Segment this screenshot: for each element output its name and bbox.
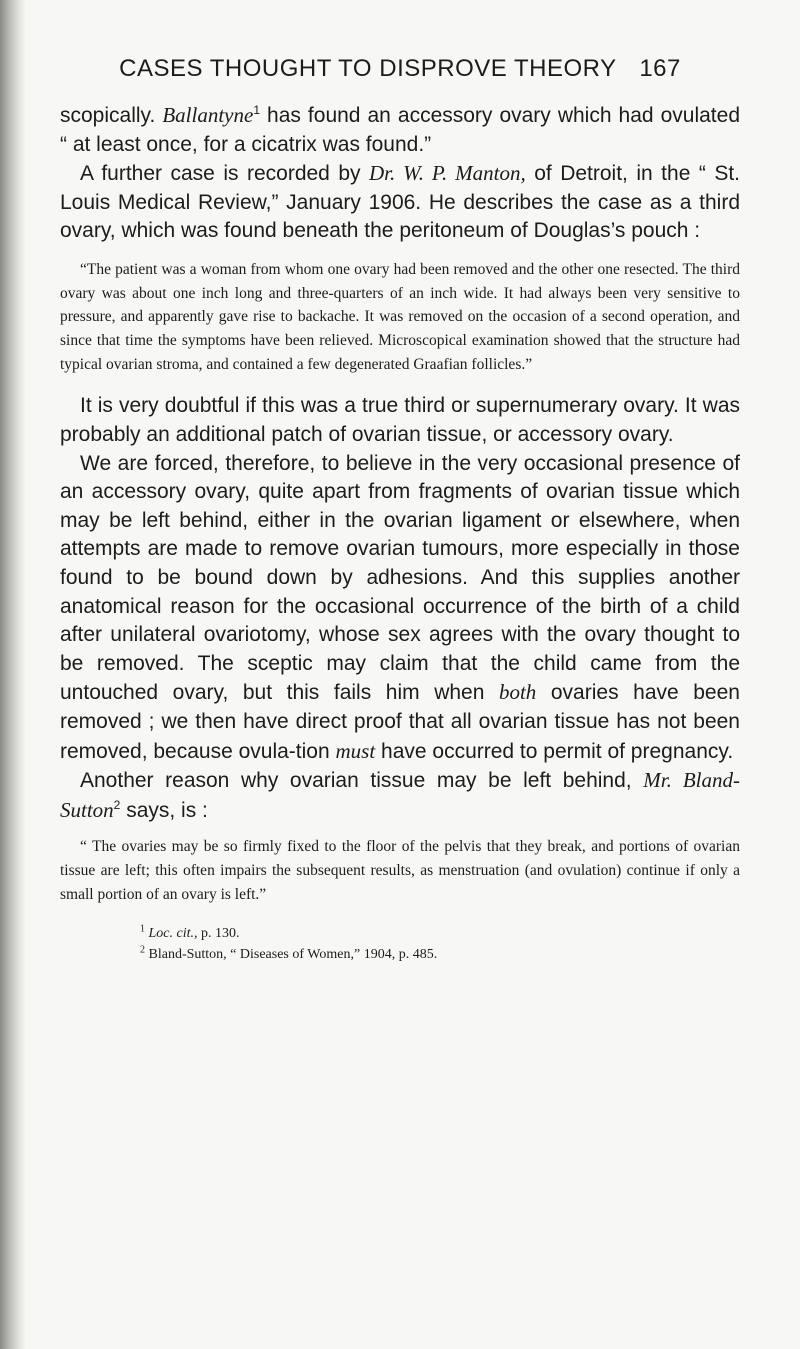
author-manton: Dr. W. P. Manton, <box>369 161 526 186</box>
book-page <box>60 55 740 965</box>
footnote-2: $^2$ Bland-Sutton, “ Diseases of Women,” 1904, p. 485. <box>140 943 438 962</box>
block-quote-manton: “The patient was a woman from whom one ovary had been removed and the other one resected. The third ovary was about one inch long and three-quarters of an inch wide. It had always been very sensitive to pressure, and apparently gave rise to backache. It was removed on the occasion of a second operation, and since that time the symptoms have been relieved. Microscopical examination showed that the structure had typical ovarian stroma, and contained a few degenerated Graafian follicles.” <box>60 260 740 373</box>
paragraph-continuation: scopically. Ballantyne$^1$ has found an accessory ovary which had ovulated “ at least once, for a cicatrix was found.” <box>60 103 740 156</box>
block-quote-bland-sutton: “ The ovaries may be so firmly fixed to the floor of the pelvis that they break, and portions of ovarian tissue are left; this often impairs the subsequent results, as menstruation (and ovulation) continue if only a small portion of an ovary is left.” <box>60 838 740 903</box>
emphasis-both: both <box>498 680 537 705</box>
footnote-ref-1: 1 <box>253 103 261 117</box>
author-bland-sutton: Mr. Bland-Sutton <box>60 768 740 822</box>
paragraph-another-reason: Another reason why ovarian tissue may be left behind, Mr. Bland-Sutton$^2$ says, is : <box>60 768 740 822</box>
page-number: 167 <box>639 55 681 82</box>
author-ballantyne: Ballantyne <box>162 103 254 127</box>
running-header <box>60 55 740 83</box>
footnote-1: $^1$ Loc. cit., p. 130. <box>140 922 240 941</box>
footnotes <box>60 923 740 965</box>
emphasis-must: must <box>335 738 376 763</box>
paragraph-manton-case: A further case is recorded by Dr. W. P. Manton, of Detroit, in the “ St. Louis Medical Review,” January 1906. He describes the case as a third ovary, which was found beneath the peritoneum of Douglas’s pouch : <box>60 161 740 243</box>
scanned-page-edge <box>0 0 26 1349</box>
paragraph-doubtful: It is very doubtful if this was a true third or supernumerary ovary. It was probably an additional patch of ovarian tissue, or accessory ovary. <box>60 394 740 447</box>
header-title: CASES THOUGHT TO DISPROVE THEORY <box>119 55 617 82</box>
paragraph-accessory-ovary: We are forced, therefore, to believe in the very occasional presence of an accessory ovary, quite apart from fragments of ovarian tissue which may be left behind, either in the ovarian ligament or elsewhere, when attempts are made to remove ovarian tumours, more especially in those found to be bound down by adhesions. And this supplies another anatomical reason for the occasional occurrence of the birth of a child after unilateral ovariotomy, whose sex agrees with the ovary thought to be removed. The sceptic may claim that the child came from the untouched ovary, but this fails him when both ovaries have been removed ; we then have direct proof that all ovarian tissue has not been removed, because ovula-tion must have occurred to permit of pregnancy. <box>60 451 740 763</box>
footnote-ref-2: 2 <box>113 797 121 812</box>
